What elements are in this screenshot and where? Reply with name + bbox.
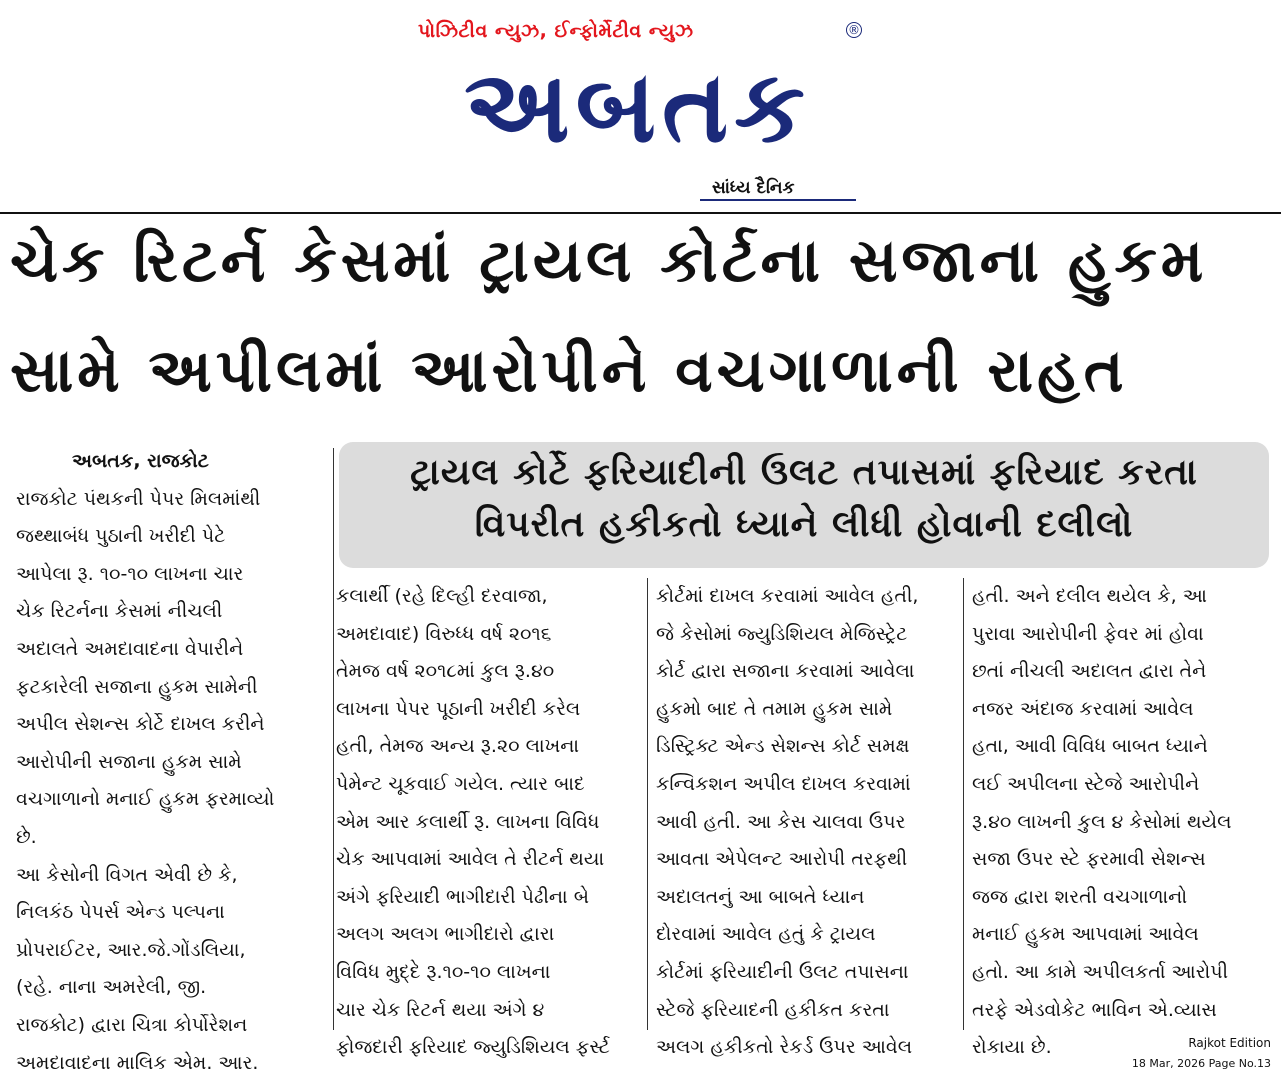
- article-line: કલાર્થી (રહે દિલ્હી દરવાજા,: [336, 578, 636, 616]
- column-divider: [647, 578, 648, 1030]
- article-line: પ્રોપરાઈટર, આર.જે.ગોંડલિયા,: [16, 932, 326, 970]
- article-line: હતી. અને દલીલ થયેલ કે, આ: [972, 578, 1272, 616]
- article-line: ચાર ચેક રિટર્ન થયા અંગે ૪: [336, 992, 636, 1030]
- article-line: રૂ.૪૦ લાખની કુલ ૪ કેસોમાં થયેલ: [972, 804, 1272, 842]
- article-line: ફટકારેલી સજાના હુકમ સામેની: [16, 669, 326, 707]
- headline-line-2: સામે અપીલમાં આરોપીને વચગાળાની રાહત: [10, 336, 1272, 406]
- article-line: અલગ હકીકતો રેકર્ડ ઉપર આવેલ: [656, 1029, 956, 1067]
- footer-edition: Rajkot Edition: [1188, 1036, 1271, 1050]
- article-line: દોરવામાં આવેલ હતું કે ટ્રાયલ: [656, 916, 956, 954]
- article-line: સ્ટેજે ફરિયાદની હકીકત કરતા: [656, 992, 956, 1030]
- subtitle-underline: [700, 199, 856, 201]
- article-line: કોર્ટ દ્વારા સજાના કરવામાં આવેલા: [656, 653, 956, 691]
- article-line: રાજકોટ પંથકની પેપર મિલમાંથી: [16, 481, 326, 519]
- article-line: છતાં નીચલી અદાલત દ્વારા તેને: [972, 653, 1272, 691]
- masthead: [0, 0, 1281, 205]
- article-line: એમ આર કલાર્થી રૂ. લાખના વિવિધ: [336, 804, 636, 842]
- article-line: હતા, આવી વિવિધ બાબત ધ્યાને: [972, 728, 1272, 766]
- article-line: કોર્ટમાં દાખલ કરવામાં આવેલ હતી,: [656, 578, 956, 616]
- article-line: પુરાવા આરોપીની ફેવર માં હોવા: [972, 616, 1272, 654]
- article-line: (રહે. નાના અમરેલી, જી.: [16, 969, 326, 1007]
- article-line: અંગે ફરિયાદી ભાગીદારી પેઢીના બે: [336, 879, 636, 917]
- column-divider: [333, 448, 334, 1030]
- article-line: રોકાયા છે.: [972, 1029, 1272, 1067]
- article-line: જે કેસોમાં જ્યુડિશિયલ મેજિસ્ટ્રેટ: [656, 616, 956, 654]
- article-line: હતી, તેમજ અન્ય રૂ.૨૦ લાખના: [336, 728, 636, 766]
- article-line: વચગાળાનો મનાઈ હુકમ ફરમાવ્યો: [16, 781, 326, 819]
- newspaper-logo: અબતક: [415, 46, 860, 168]
- article-column-4: [972, 578, 1272, 1067]
- article-line: જજ દ્વારા શરતી વચગાળાનો: [972, 879, 1272, 917]
- article-line: કોર્ટમાં ફરિયાદીની ઉલટ તપાસના: [656, 954, 956, 992]
- article-line: લાખના પેપર પૂઠાની ખરીદી કરેલ: [336, 691, 636, 729]
- article-line: આ કેસોની વિગત એવી છે કે,: [16, 857, 326, 895]
- article-line: સજા ઉપર સ્ટે ફરમાવી સેશન્સ: [972, 841, 1272, 879]
- article-line: ચેક રિટર્નના કેસમાં નીચલી: [16, 593, 326, 631]
- article-line: પેમેન્ટ ચૂકવાઈ ગયેલ. ત્યાર બાદ: [336, 766, 636, 804]
- article-line: અલગ અલગ ભાગીદારો દ્વારા: [336, 916, 636, 954]
- registered-mark-icon: ®: [846, 22, 862, 38]
- article-line: અમદાવાદ) વિરુધ્ધ વર્ષ ૨૦૧૬: [336, 616, 636, 654]
- article-line: આરોપીની સજાના હુકમ સામે: [16, 744, 326, 782]
- article-line: વિવિધ મુદ્દે રૂ.૧૦-૧૦ લાખના: [336, 954, 636, 992]
- article-line: ડિસ્ટ્રિક્ટ એન્ડ સેશન્સ કોર્ટ સમક્ષ: [656, 728, 956, 766]
- article-line: રાજકોટ) દ્વારા ચિત્રા કોર્પોરેશન: [16, 1007, 326, 1045]
- article-line: અમદાવાદના માલિક એમ. આર.: [16, 1045, 326, 1082]
- masthead-subtitle: સાંધ્ય દૈનિક: [712, 178, 795, 198]
- article-line: કન્વિકશન અપીલ દાખલ કરવામાં: [656, 766, 956, 804]
- masthead-divider: [0, 212, 1281, 214]
- article-line: ચેક આપવામાં આવેલ તે રીટર્ન થયા: [336, 841, 636, 879]
- article-line: અદાલતે અમદાવાદના વેપારીને: [16, 631, 326, 669]
- article-line: હતો. આ કામે અપીલકર્તા આરોપી: [972, 954, 1272, 992]
- article-dateline: અબતક, રાજકોટ: [16, 443, 326, 481]
- article-line: તરફે એડવોકેટ ભાવિન એ.વ્યાસ: [972, 992, 1272, 1030]
- headline-line-1: ચેક રિટર્ન કેસમાં ટ્રાયલ કોર્ટના સજાના હુકમ: [10, 226, 1272, 296]
- article-line: છે.: [16, 819, 326, 857]
- article-column-3: [656, 578, 956, 1067]
- article-line: જથ્થાબંધ પુઠાની ખરીદી પેટે: [16, 518, 326, 556]
- article-line: નિલકંઠ પેપર્સ એન્ડ પલ્પના: [16, 894, 326, 932]
- article-line: તેમજ વર્ષ ૨૦૧૮માં કુલ રૂ.૪૦: [336, 653, 636, 691]
- article-line: આવી હતી. આ કેસ ચાલવા ઉપર: [656, 804, 956, 842]
- article-line: ફોજદારી ફરિયાદ જ્યુડિશિયલ ફર્સ્ટ: [336, 1029, 636, 1067]
- article-line: નજર અંદાજ કરવામાં આવેલ: [972, 691, 1272, 729]
- article-line: લઈ અપીલના સ્ટેજે આરોપીને: [972, 766, 1272, 804]
- subheadline-box: [339, 442, 1269, 568]
- article-line: મનાઈ હુકમ આપવામાં આવેલ: [972, 916, 1272, 954]
- masthead-tagline: પોઝિટીવ ન્યુઝ, ઈન્ફોર્મેટીવ ન્યુઝ: [418, 20, 694, 42]
- article-column-1: [16, 443, 326, 1082]
- column-divider: [963, 578, 964, 1030]
- article-line: આપેલા રૂ. ૧૦-૧૦ લાખના ચાર: [16, 556, 326, 594]
- article-column-2: [336, 578, 636, 1067]
- article-line: અદાલતનું આ બાબતે ધ્યાન: [656, 879, 956, 917]
- subheadline-line-1: ટ્રાયલ કોર્ટે ફરિયાદીની ઉલટ તપાસમાં ફરિયાદ કરતા: [339, 452, 1269, 494]
- subheadline-line-2: વિપરીત હકીકતો ધ્યાને લીધી હોવાની દલીલો: [339, 504, 1269, 546]
- article-line: આવતા એપેલન્ટ આરોપી તરફથી: [656, 841, 956, 879]
- article-line: હુકમો બાદ તે તમામ હુકમ સામે: [656, 691, 956, 729]
- footer-date-page: 18 Mar, 2026 Page No.13: [1132, 1057, 1271, 1070]
- article-line: અપીલ સેશન્સ કોર્ટે દાખલ કરીને: [16, 706, 326, 744]
